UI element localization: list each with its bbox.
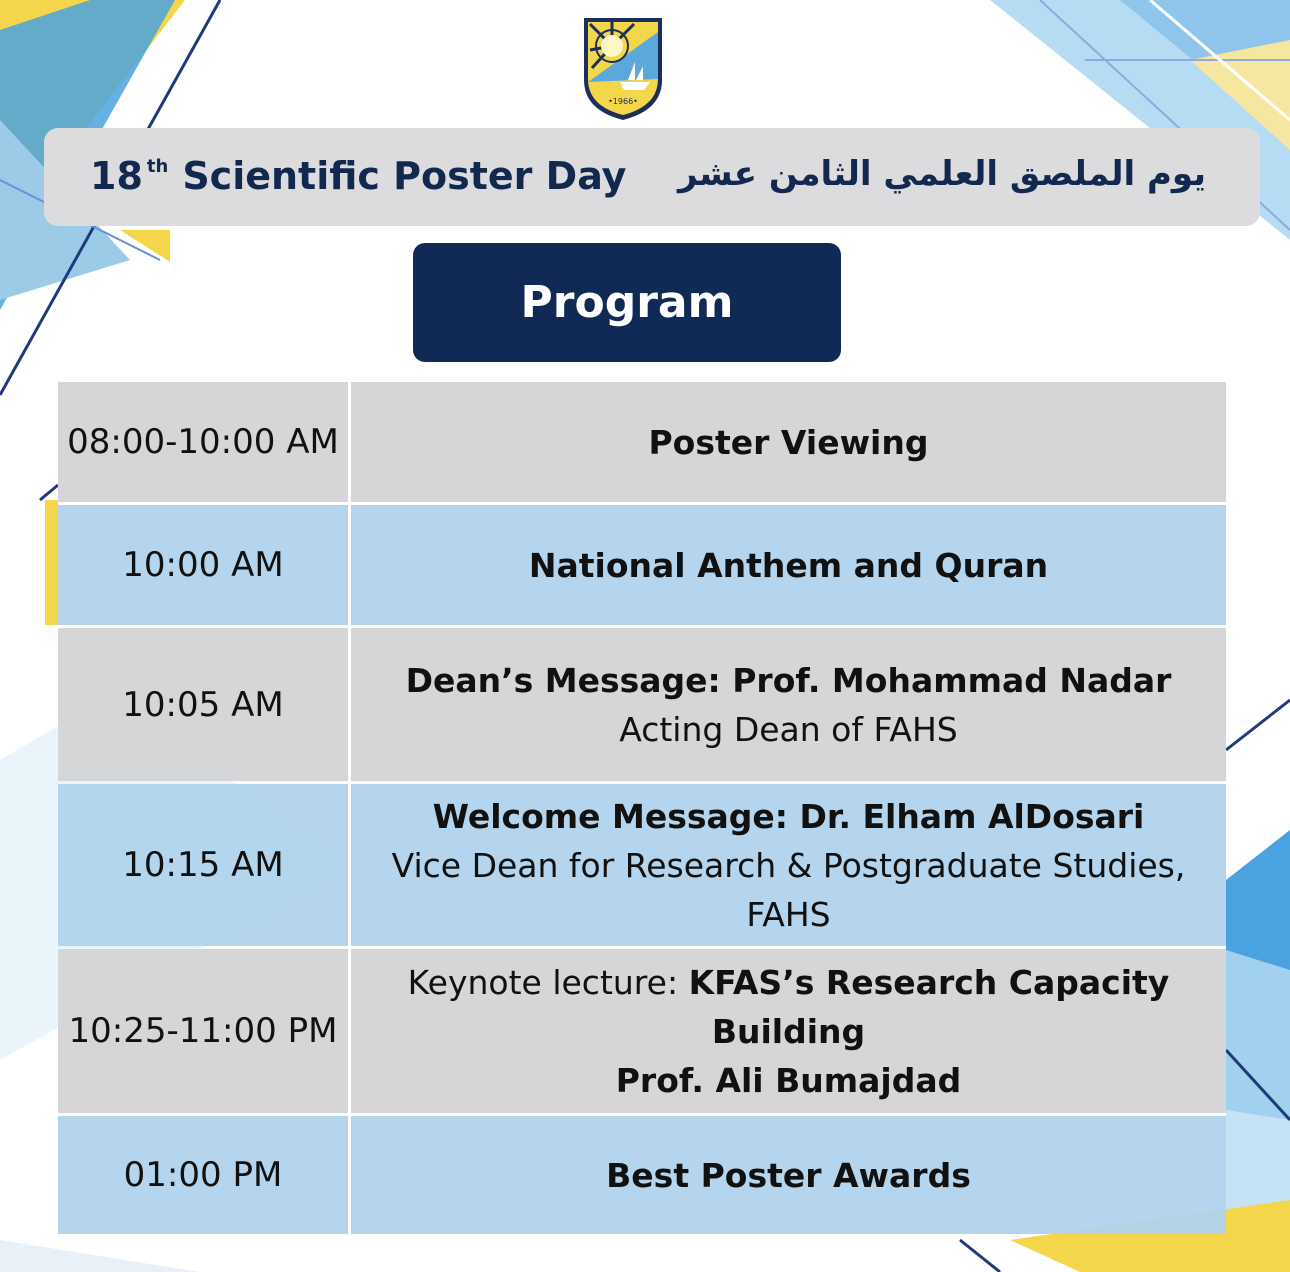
- event-title-arabic: يوم الملصق العلمي الثامن عشر: [678, 154, 1206, 194]
- event-title: Welcome Message: Dr. Elham AlDosari: [432, 796, 1145, 836]
- schedule-row: [58, 505, 1226, 625]
- event-subtitle-continued: FAHS: [746, 894, 831, 934]
- schedule-row: [58, 628, 1226, 781]
- event-title: Best Poster Awards: [606, 1155, 971, 1195]
- event-title-continued: Building: [711, 1011, 866, 1051]
- schedule-row: [58, 1116, 1226, 1234]
- schedule-event: [351, 949, 1226, 1113]
- event-title: KFAS’s Research Capacity: [688, 962, 1170, 1002]
- event-title: Poster Viewing: [648, 422, 929, 462]
- title-number: 18: [90, 154, 143, 198]
- logo-year-text: •1966•: [608, 97, 638, 106]
- schedule-time: 10:05 AM: [58, 628, 348, 781]
- schedule-event: [351, 628, 1226, 781]
- schedule-event: [351, 382, 1226, 502]
- event-title: Dean’s Message: Prof. Mohammad Nadar: [405, 660, 1172, 700]
- event-title: National Anthem and Quran: [528, 545, 1049, 585]
- schedule-row: [58, 784, 1226, 946]
- schedule-event: [351, 784, 1226, 946]
- schedule-event: [351, 505, 1226, 625]
- schedule-time: 08:00-10:00 AM: [58, 382, 348, 502]
- event-subtitle: Acting Dean of FAHS: [619, 709, 958, 749]
- schedule-time: 10:00 AM: [58, 505, 348, 625]
- event-speaker: Prof. Ali Bumajdad: [615, 1060, 962, 1100]
- schedule-time: 10:25-11:00 PM: [58, 949, 348, 1113]
- event-subtitle: Vice Dean for Research & Postgraduate Studies,: [391, 845, 1186, 885]
- schedule-row: [58, 949, 1226, 1113]
- event-title-line: [408, 958, 1170, 1007]
- schedule-table: [58, 382, 1226, 1234]
- title-suffix: th: [146, 156, 169, 177]
- schedule-event: [351, 1116, 1226, 1234]
- event-title: [90, 154, 626, 198]
- title-text: Scientific Poster Day: [182, 154, 627, 198]
- schedule-time: 10:15 AM: [58, 784, 348, 946]
- schedule-time: 01:00 PM: [58, 1116, 348, 1234]
- title-bar: [44, 128, 1260, 226]
- schedule-row: [58, 382, 1226, 502]
- program-heading: Program: [413, 243, 841, 362]
- event-prefix: Keynote lecture:: [407, 962, 689, 1002]
- university-emblem-icon: [580, 10, 666, 122]
